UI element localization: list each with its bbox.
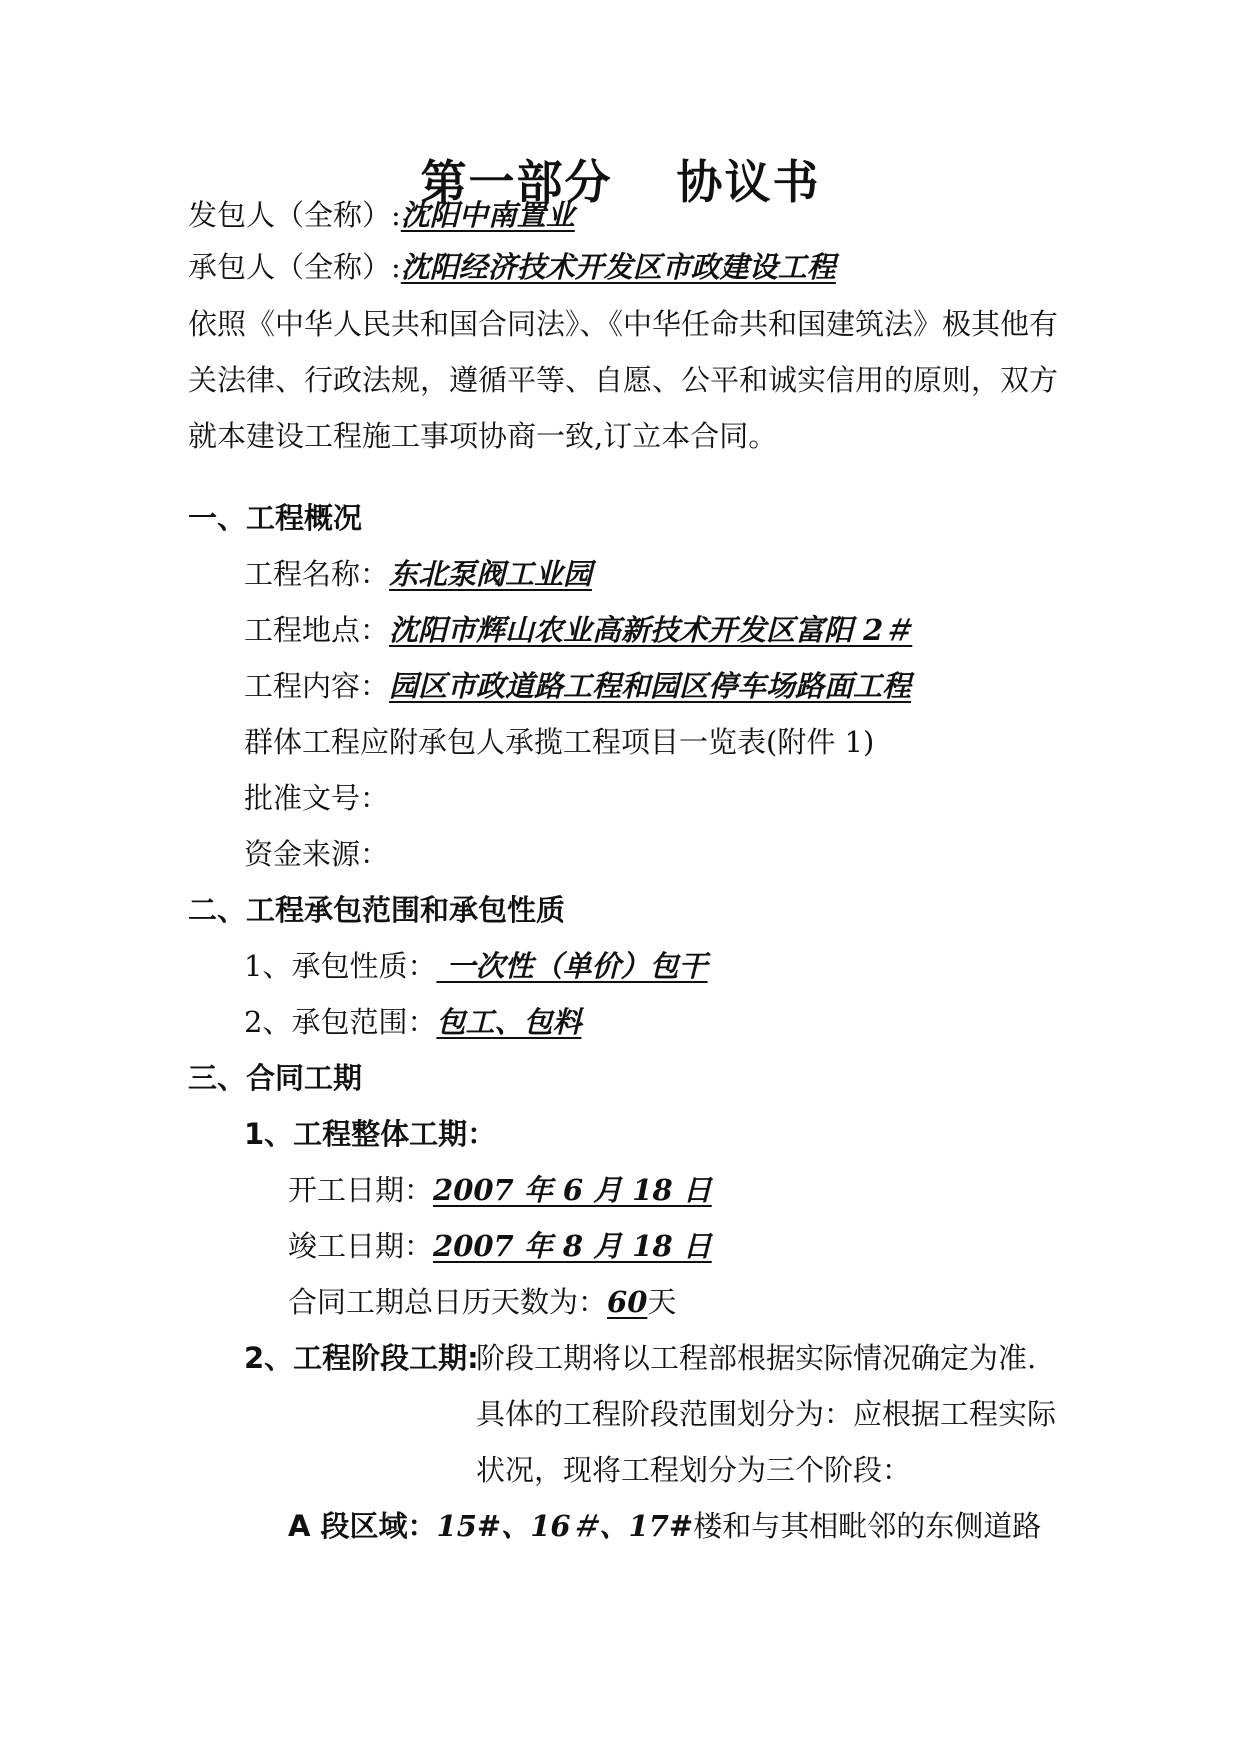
total-days-label: 合同工期总日历天数为： bbox=[288, 1285, 608, 1319]
stage-text-line: 具体的工程阶段范围划分为：应根据工程实际 bbox=[476, 1397, 1057, 1431]
section1-heading: 一、工程概况 bbox=[188, 501, 363, 535]
stage-text-line: 状况，现将工程划分为三个阶段： bbox=[476, 1453, 912, 1487]
total-days-unit: 天 bbox=[647, 1285, 677, 1319]
contract-nature-line bbox=[244, 948, 708, 984]
title-agreement: 协议书 bbox=[676, 155, 821, 209]
employer-label: 发包人（全称）: bbox=[188, 198, 401, 232]
contractor-line bbox=[188, 249, 836, 285]
section2-heading: 二、工程承包范围和承包性质 bbox=[188, 893, 566, 927]
contract-scope-value: 包工、包料 bbox=[436, 1005, 582, 1039]
section3-heading: 三、合同工期 bbox=[188, 1061, 363, 1095]
project-site-label: 工程地点： bbox=[244, 613, 390, 647]
stage-text-line: 阶段工期将以工程部根据实际情况确定为准. bbox=[476, 1341, 1037, 1375]
area-a-label: A 段区域： bbox=[288, 1509, 437, 1543]
preamble-paragraph bbox=[188, 296, 1058, 464]
project-site-line bbox=[244, 612, 912, 648]
contract-nature-label: 1、承包性质： bbox=[244, 949, 437, 983]
end-date-line bbox=[288, 1228, 712, 1264]
project-site-value: 沈阳市辉山农业高新技术开发区富阳 2＃ bbox=[389, 613, 913, 647]
total-days-line bbox=[288, 1284, 676, 1320]
contractor-label: 承包人（全称）: bbox=[188, 250, 401, 284]
end-date-label: 竣工日期： bbox=[288, 1229, 434, 1263]
area-a-buildings: 15#、16＃、17# bbox=[436, 1509, 694, 1543]
employer-line bbox=[188, 197, 575, 233]
project-name-label: 工程名称： bbox=[244, 557, 390, 591]
project-name-line bbox=[244, 556, 592, 592]
end-date-value: 2007 年 8 月 18 日 bbox=[433, 1229, 712, 1263]
employer-value: 沈阳中南置业 bbox=[400, 198, 575, 232]
preamble-line: 依照《中华人民共和国合同法》、《中华任命共和国建筑法》极其他有 bbox=[188, 307, 1059, 341]
area-a-description: 楼和与其相毗邻的东侧道路 bbox=[693, 1509, 1042, 1543]
project-content-label: 工程内容： bbox=[244, 669, 390, 703]
preamble-line: 就本建设工程施工事项协商一致,订立本合同。 bbox=[188, 419, 778, 453]
area-a-line bbox=[288, 1508, 1041, 1544]
overall-period-heading: 1、工程整体工期： bbox=[244, 1117, 497, 1151]
contract-scope-label: 2、承包范围： bbox=[244, 1005, 437, 1039]
start-date-value: 2007 年 6 月 18 日 bbox=[433, 1173, 712, 1207]
start-date-label: 开工日期： bbox=[288, 1173, 434, 1207]
title-part: 第一部分 bbox=[420, 155, 613, 209]
start-date-line bbox=[288, 1172, 712, 1208]
stage-period-heading: 2、工程阶段工期: bbox=[244, 1341, 479, 1375]
approval-number-label: 批准文号： bbox=[244, 781, 390, 815]
contract-scope-line bbox=[244, 1004, 581, 1040]
project-content-line bbox=[244, 668, 911, 704]
preamble-line: 关法律、行政法规，遵循平等、自愿、公平和诚实信用的原则，双方 bbox=[188, 363, 1059, 397]
group-project-note: 群体工程应附承包人承揽工程项目一览表(附件 1) bbox=[244, 725, 875, 759]
funding-source-label: 资金来源： bbox=[244, 837, 390, 871]
document-title bbox=[0, 146, 1241, 212]
project-name-value: 东北泵阀工业园 bbox=[389, 557, 593, 591]
project-content-value: 园区市政道路工程和园区停车场路面工程 bbox=[389, 669, 912, 703]
contract-nature-value: 一次性（单价）包干 bbox=[436, 949, 708, 983]
contractor-value: 沈阳经济技术开发区市政建设工程 bbox=[400, 250, 836, 284]
total-days-value: 60 bbox=[607, 1285, 648, 1319]
